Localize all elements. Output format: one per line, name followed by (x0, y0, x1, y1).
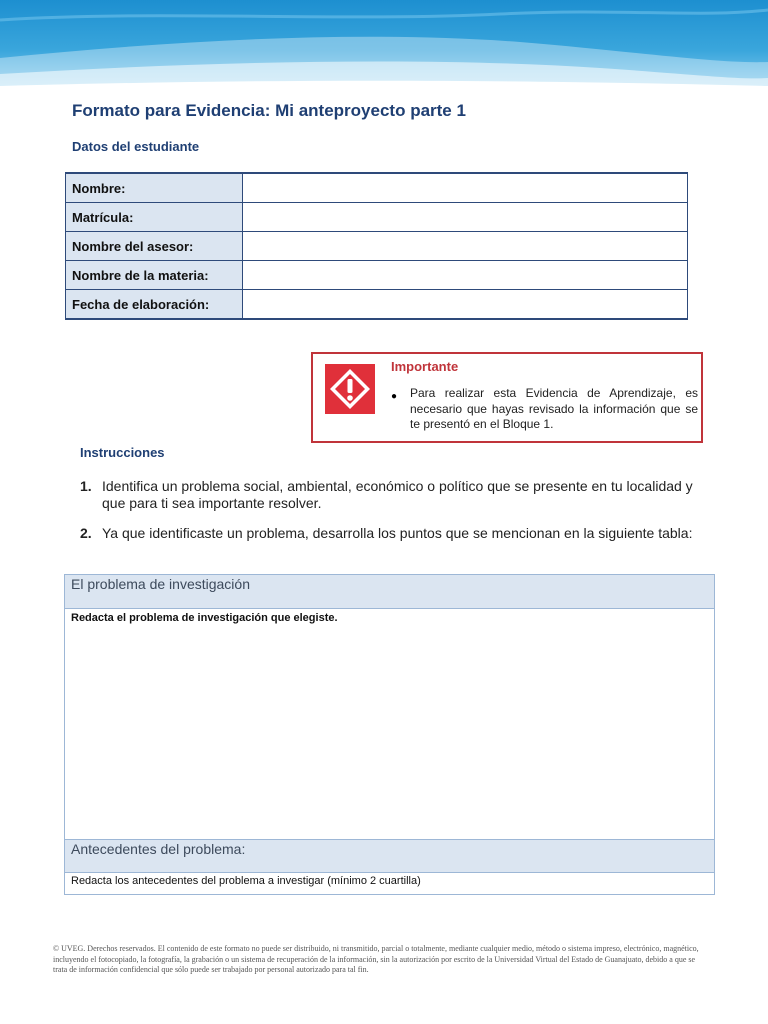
field-label-date: Fecha de elaboración: (66, 290, 243, 320)
step-number: 1. (80, 478, 92, 494)
field-value-name[interactable] (243, 173, 688, 203)
banner-wave-graphic (0, 0, 768, 92)
important-title: Importante (391, 359, 459, 374)
instruction-step-1 (80, 478, 700, 512)
bullet-icon: ● (391, 391, 398, 402)
section-header-background: Antecedentes del problema: (65, 839, 714, 873)
table-row (66, 203, 688, 232)
important-text: Para realizar esta Evidencia de Aprendizaje, es necesario que hayas revisado la información que se te presentó en el Bloque 1. (410, 386, 698, 431)
field-value-enrollment[interactable] (243, 203, 688, 232)
warning-diamond-icon (325, 364, 375, 419)
step-number: 2. (80, 525, 92, 541)
section-header-problem: El problema de investigación (65, 575, 714, 609)
student-data-heading: Datos del estudiante (72, 139, 200, 154)
table-row (66, 173, 688, 203)
field-value-subject[interactable] (243, 261, 688, 290)
research-problem-table (64, 574, 715, 895)
table-row (66, 261, 688, 290)
header-banner (0, 0, 768, 92)
field-label-advisor: Nombre del asesor: (66, 232, 243, 261)
step-text: Identifica un problema social, ambiental, económico o político que se presente en tu localidad y que para ti sea importante resolver. (102, 478, 693, 511)
field-label-enrollment: Matrícula: (66, 203, 243, 232)
problem-prompt: Redacta el problema de investigación que elegiste. (71, 612, 338, 624)
instruction-step-2 (80, 525, 700, 542)
field-value-advisor[interactable] (243, 232, 688, 261)
copyright-footer: © UVEG. Derechos reservados. El contenido de este formato no puede ser distribuido, ni transmitido, parcial o totalmente, mediante cualquier medio, método o sistema impreso, electrónico, magnético, incluyendo el fotocopiado, la fotografía, la grabación o un sistema de recuperación de la información, sin la autorización por escrito de la Universidad Virtual del Estado de Guanajuato, debido a que se trata de información confidencial que sólo puede ser trabajado por personal autorizado para tal fin. (53, 944, 699, 974)
instructions-heading: Instrucciones (80, 445, 165, 460)
student-data-table (65, 172, 688, 320)
table-row (66, 232, 688, 261)
table-row (66, 290, 688, 320)
background-prompt: Redacta los antecedentes del problema a investigar (mínimo 2 cuartilla) (71, 875, 421, 887)
page-title: Formato para Evidencia: Mi anteproyecto parte 1 (72, 101, 466, 120)
field-label-subject: Nombre de la materia: (66, 261, 243, 290)
step-text: Ya que identificaste un problema, desarrolla los puntos que se mencionan en la siguiente tabla: (102, 525, 693, 541)
important-notice-box (311, 352, 703, 443)
field-label-name: Nombre: (66, 173, 243, 203)
field-value-date[interactable] (243, 290, 688, 320)
